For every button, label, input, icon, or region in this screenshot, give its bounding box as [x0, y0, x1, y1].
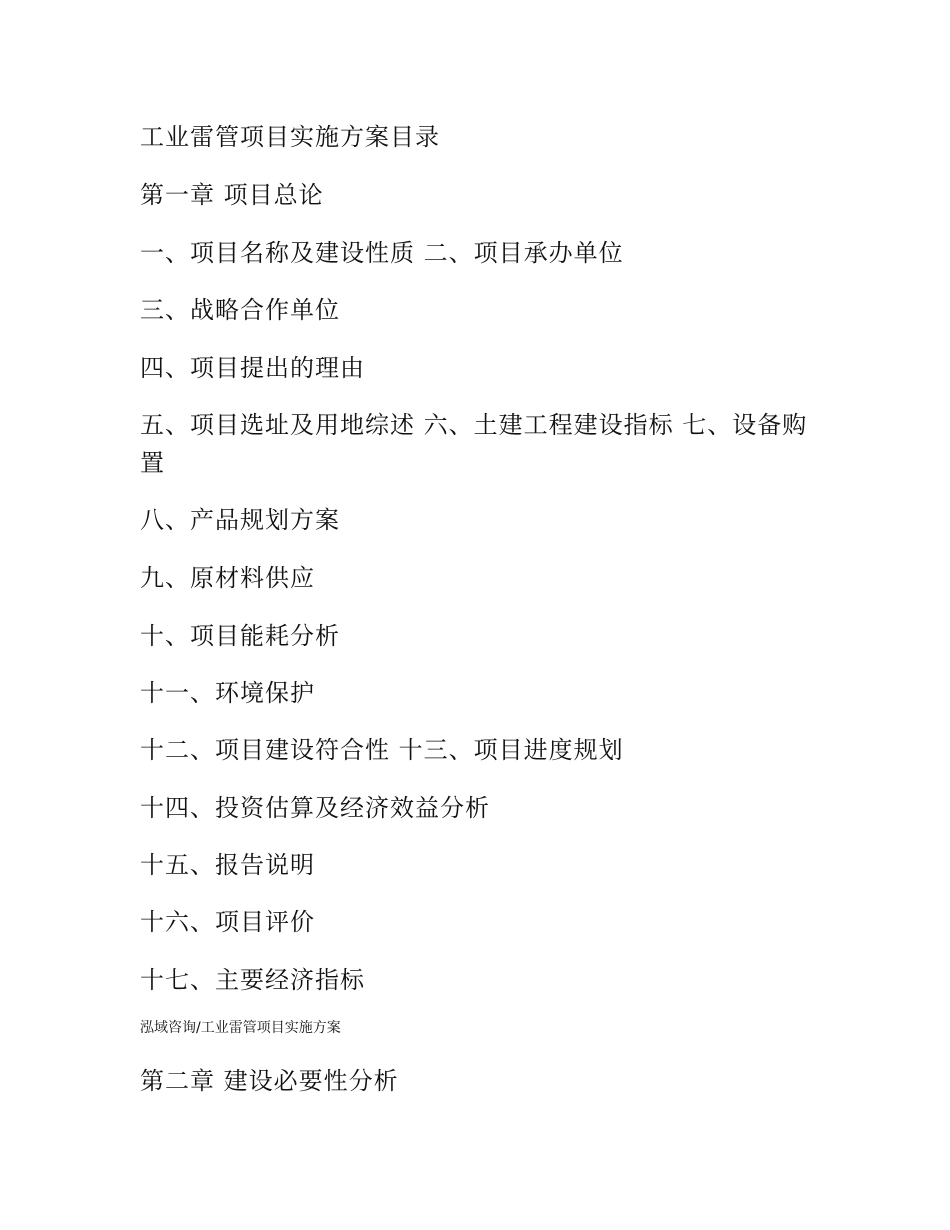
toc-item: 三、战略合作单位 — [140, 296, 340, 324]
toc-item: 十、项目能耗分析 — [140, 622, 340, 650]
toc-item: 八、产品规划方案 — [140, 506, 340, 534]
toc-item: 一、项目名称及建设性质 二、项目承办单位 — [140, 239, 624, 267]
toc-item: 十一、环境保护 — [140, 679, 315, 707]
chapter-heading: 第一章 项目总论 — [140, 181, 324, 209]
toc-item: 十二、项目建设符合性 十三、项目进度规划 — [140, 736, 624, 764]
toc-item: 十五、报告说明 — [140, 851, 315, 879]
chapter-heading: 第二章 建设必要性分析 — [140, 1067, 399, 1095]
toc-item: 十六、项目评价 — [140, 908, 315, 936]
document-title: 工业雷管项目实施方案目录 — [140, 123, 440, 151]
toc-item: 十四、投资估算及经济效益分析 — [140, 794, 490, 822]
toc-item: 十七、主要经济指标 — [140, 966, 365, 994]
toc-item: 四、项目提出的理由 — [140, 354, 365, 382]
toc-item: 九、原材料供应 — [140, 564, 315, 592]
toc-item: 五、项目选址及用地综述 六、土建工程建设指标 七、设备购置 — [140, 411, 808, 477]
running-header: 泓域咨询/工业雷管项目实施方案 — [140, 1020, 341, 1036]
